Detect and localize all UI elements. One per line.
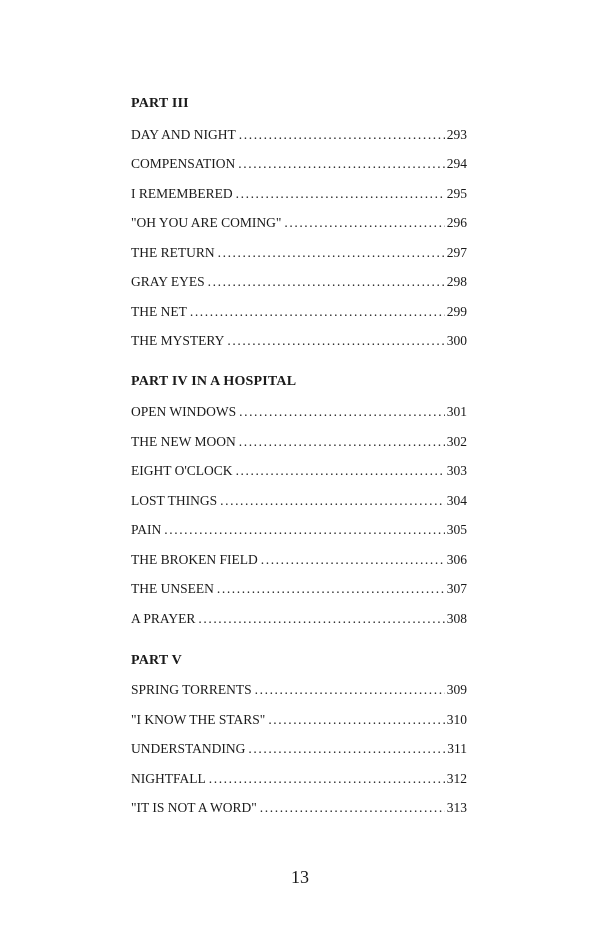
part-heading: PART V bbox=[131, 653, 182, 668]
toc-entry[interactable] bbox=[131, 611, 467, 627]
entry-title: COMPENSATION bbox=[131, 156, 236, 171]
dot-leader bbox=[255, 682, 445, 698]
dot-leader bbox=[261, 552, 445, 568]
entry-page: 293 bbox=[446, 127, 467, 142]
page-number: 13 bbox=[291, 867, 309, 887]
toc-entry[interactable] bbox=[131, 712, 467, 728]
toc-entry[interactable] bbox=[131, 581, 467, 597]
dot-leader bbox=[248, 741, 445, 757]
toc-entry[interactable] bbox=[131, 186, 467, 202]
entry-title: "I KNOW THE STARS" bbox=[131, 712, 266, 727]
dot-leader bbox=[218, 245, 445, 261]
entry-title: "OH YOU ARE COMING" bbox=[131, 215, 282, 230]
dot-leader bbox=[239, 404, 445, 420]
entry-title: THE BROKEN FIELD bbox=[131, 552, 258, 567]
toc-entry[interactable] bbox=[131, 434, 467, 450]
entry-title: UNDERSTANDING bbox=[131, 741, 246, 756]
entry-page: 294 bbox=[446, 156, 467, 171]
entry-title: PAIN bbox=[131, 522, 162, 537]
entry-page: 303 bbox=[446, 463, 467, 478]
toc-entry[interactable] bbox=[131, 245, 467, 261]
entry-page: 310 bbox=[446, 712, 467, 727]
toc-entry[interactable] bbox=[131, 304, 467, 320]
toc-entry[interactable] bbox=[131, 333, 467, 349]
toc-entry[interactable] bbox=[131, 493, 467, 509]
entry-page: 299 bbox=[446, 304, 467, 319]
entry-page: 306 bbox=[446, 552, 467, 567]
dot-leader bbox=[198, 611, 444, 627]
dot-leader bbox=[260, 800, 445, 816]
entry-title: I REMEMBERED bbox=[131, 186, 233, 201]
part-heading: PART IV IN A HOSPITAL bbox=[131, 374, 297, 389]
dot-leader bbox=[284, 215, 444, 231]
toc-entry[interactable] bbox=[131, 682, 467, 698]
entry-title: OPEN WINDOWS bbox=[131, 404, 237, 419]
entry-page: 309 bbox=[446, 682, 467, 697]
entry-title: GRAY EYES bbox=[131, 274, 205, 289]
toc-entry[interactable] bbox=[131, 741, 467, 757]
dot-leader bbox=[239, 127, 445, 143]
dot-leader bbox=[239, 434, 445, 450]
dot-leader bbox=[190, 304, 445, 320]
dot-leader bbox=[227, 333, 444, 349]
entry-title: THE NEW MOON bbox=[131, 434, 236, 449]
part-heading: PART III bbox=[131, 96, 189, 111]
entry-title: DAY AND NIGHT bbox=[131, 127, 236, 142]
toc-entry[interactable] bbox=[131, 274, 467, 290]
dot-leader bbox=[236, 463, 445, 479]
entry-title: NIGHTFALL bbox=[131, 771, 206, 786]
entry-page: 296 bbox=[446, 215, 467, 230]
toc-entry[interactable] bbox=[131, 215, 467, 231]
toc-entry[interactable] bbox=[131, 463, 467, 479]
entry-page: 304 bbox=[446, 493, 467, 508]
entry-page: 311 bbox=[447, 741, 467, 756]
entry-title: THE NET bbox=[131, 304, 187, 319]
entry-page: 307 bbox=[446, 581, 467, 596]
entry-page: 298 bbox=[446, 274, 467, 289]
toc-entry[interactable] bbox=[131, 522, 467, 538]
toc-entry[interactable] bbox=[131, 800, 467, 816]
entry-page: 297 bbox=[446, 245, 467, 260]
entry-title: THE MYSTERY bbox=[131, 333, 225, 348]
dot-leader bbox=[268, 712, 444, 728]
entry-page: 313 bbox=[446, 800, 467, 815]
dot-leader bbox=[164, 522, 444, 538]
entry-title: "IT IS NOT A WORD" bbox=[131, 800, 257, 815]
entry-page: 300 bbox=[446, 333, 467, 348]
entry-title: EIGHT O'CLOCK bbox=[131, 463, 233, 478]
dot-leader bbox=[217, 581, 445, 597]
entry-page: 301 bbox=[446, 404, 467, 419]
dot-leader bbox=[208, 274, 445, 290]
entry-page: 302 bbox=[446, 434, 467, 449]
dot-leader bbox=[238, 156, 444, 172]
entry-title: SPRING TORRENTS bbox=[131, 682, 252, 697]
toc-entry[interactable] bbox=[131, 127, 467, 143]
entry-page: 305 bbox=[446, 522, 467, 537]
entry-title: THE UNSEEN bbox=[131, 581, 214, 596]
entry-title: THE RETURN bbox=[131, 245, 215, 260]
toc-entry[interactable] bbox=[131, 404, 467, 420]
entry-page: 308 bbox=[446, 611, 467, 626]
entry-page: 312 bbox=[446, 771, 467, 786]
dot-leader bbox=[220, 493, 445, 509]
entry-title: LOST THINGS bbox=[131, 493, 218, 508]
toc-entry[interactable] bbox=[131, 552, 467, 568]
entry-title: A PRAYER bbox=[131, 611, 196, 626]
dot-leader bbox=[236, 186, 445, 202]
toc-entry[interactable] bbox=[131, 771, 467, 787]
toc-entry[interactable] bbox=[131, 156, 467, 172]
dot-leader bbox=[209, 771, 445, 787]
entry-page: 295 bbox=[446, 186, 467, 201]
